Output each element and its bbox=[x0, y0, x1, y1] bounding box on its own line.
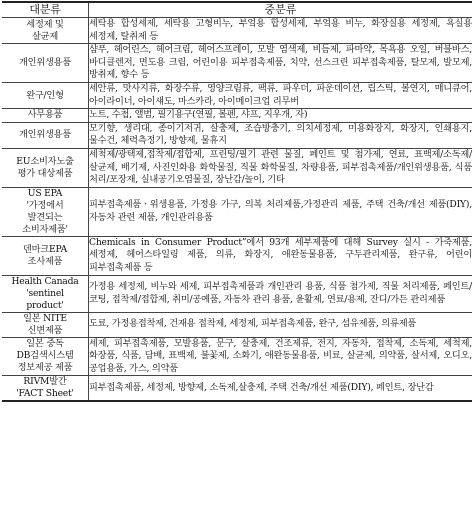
table-row bbox=[2, 312, 472, 337]
header-major-category: 대분류 bbox=[2, 2, 89, 18]
classification-table bbox=[2, 1, 472, 402]
table-row bbox=[2, 187, 472, 236]
major-category-cell: 완구/인형 bbox=[2, 82, 89, 108]
major-category-cell: Health Canada 'sentinel product' bbox=[2, 275, 89, 312]
minor-category-cell: 피부접촉제품, 세정제, 방향제, 소독제,살충제, 주택 건축/개선 제품(DIY), 페인트, 장난감 bbox=[89, 376, 473, 402]
major-category-cell: 덴마크EPA 조사제품 bbox=[2, 236, 89, 275]
minor-category-cell: 노트, 수첩, 앨범, 필기용구(연필, 볼펜, 샤프, 지우개, 자) bbox=[89, 109, 473, 123]
minor-category-cell: 세제, 피부접촉제품, 모발용품, 문구, 살충제, 건조제류, 전지, 자동차, 접착제, 소독제, 세척제, 화장품, 식품, 담배, 표백제, 불꽃제, 소화기, 애완동물용품, 비료, 살균제, 의약품, 살서제, 오디오, 공업용품, 가스, 의약품 bbox=[89, 337, 473, 376]
table-row bbox=[2, 148, 472, 187]
table-row bbox=[2, 275, 472, 312]
major-category-cell: 일본 NITE 신변제품 bbox=[2, 312, 89, 337]
major-category-cell: 개인위생용품 bbox=[2, 122, 89, 148]
minor-category-cell: 세탁용 합성세제, 세탁용 고형비누, 부엌용 합성세제, 부엌용 비누, 화장실용 세정제, 욕실용 세정제, 탈취제 등 bbox=[89, 18, 473, 44]
major-category-cell: 개인위생용품 bbox=[2, 44, 89, 83]
table-row bbox=[2, 122, 472, 148]
table-row bbox=[2, 18, 472, 44]
table-header bbox=[2, 2, 472, 18]
minor-category-cell: 세척제/광택제,접착제/접합제, 프린팅/필기 관련 물질, 페인트 및 첨가제, 연료, 표백제/소독제/살균제, 배기제, 사진인화용 화학물질, 직물 화학물질, 차량용품, 피부접촉제품/개인위생용품, 식품 처리/포장재, 실내공기오염물질, 장난감/놀이, 기타 bbox=[89, 148, 473, 187]
header-row bbox=[2, 2, 472, 18]
table-row bbox=[2, 82, 472, 108]
table-row bbox=[2, 44, 472, 83]
major-category-cell: US EPA '가정에서 발견되는 소비자제품' bbox=[2, 187, 89, 236]
header-minor-category: 중분류 bbox=[89, 2, 473, 18]
table-row bbox=[2, 236, 472, 275]
table-row bbox=[2, 337, 472, 376]
minor-category-cell: 도료, 가정용접착제, 건재용 접착제, 세정제, 피부접촉제품, 완구, 섬유제품, 의류제품 bbox=[89, 312, 473, 337]
minor-category-cell: 샴푸, 헤어린스, 헤어크림, 헤어스프레이, 모발 염색제, 비듬제, 파마약, 목욕용 오일, 버블바스, 바디클렌저, 면도용 크림, 어린이용 피부접촉제품, 치약, 선스크린 피부접촉제품, 탈모제, 발모제, 방취제, 향수 등 bbox=[89, 44, 473, 83]
major-category-cell: 세정제 및 살균제 bbox=[2, 18, 89, 44]
major-category-cell: 사무용품 bbox=[2, 109, 89, 123]
minor-category-cell: 가정용 세정제, 비누와 세제, 피부접촉제품과 개인관리 용품, 식품 첨가제, 직물 처리제품, 페인트/코팅, 접착제/접합제, 취미/공예품, 자동차 관리 용품, 윤활제, 연료/용제, 잔디/가든 관리제품 bbox=[89, 275, 473, 312]
minor-category-cell: 피부접촉제품ㆍ위생용품, 가정용 가구, 의복 처리제품,가정관리 제품, 주택 건축/개선 제품(DIY), 자동차 관련 제품, 개인관리용품 bbox=[89, 187, 473, 236]
minor-category-cell: 모기향, 생리대, 종이기저귀, 살충제, 조습방충기, 의치세정제, 미용화장지, 화장지, 인쇄용지, 물수건, 체력측정기, 방향제, 물휴지 bbox=[89, 122, 473, 148]
major-category-cell: RIVM발간 'FACT Sheet' bbox=[2, 376, 89, 402]
major-category-cell: EU소비자노출 평가 대상제품 bbox=[2, 148, 89, 187]
minor-category-cell: Chemicals in Consumer Product”에서 93개 세부제품에 대해 Survey 실시 - 가죽제품, 세정제, 헤어스타일링 제품, 의류, 화장지, 애완동물용품, 구두관리제품, 완구류, 어린이 피부접촉제품 등 bbox=[89, 236, 473, 275]
table-row bbox=[2, 376, 472, 402]
major-category-cell: 일본 중독 DB검색시스템 정보제공 제품 bbox=[2, 337, 89, 376]
table-row bbox=[2, 109, 472, 123]
minor-category-cell: 세안류, 맛사지류, 화장수류, 영양크림류, 팩류, 파우더, 파운데이션, 립스틱, 볼연지, 매니큐어, 아이라이너, 아이섀도, 마스카라, 아이메이크업 리무버 bbox=[89, 82, 473, 108]
table-body bbox=[2, 18, 472, 402]
